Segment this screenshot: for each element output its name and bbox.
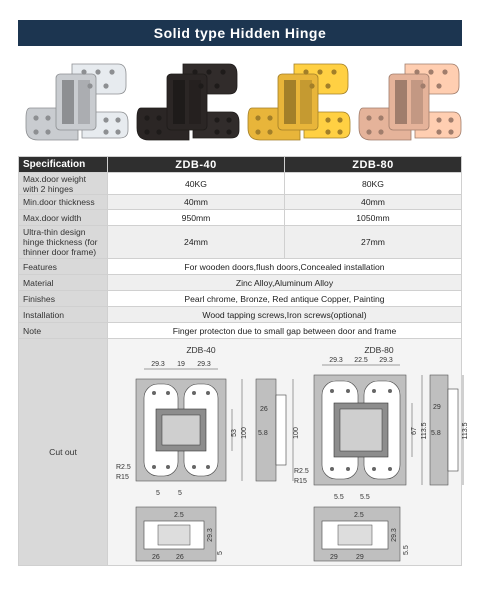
dim-label: 29.3 xyxy=(391,528,398,542)
radius-label: R2.5 xyxy=(116,464,131,471)
table-header-row xyxy=(19,157,462,173)
table-row xyxy=(19,226,462,259)
zdb40-pocket-view xyxy=(136,507,224,561)
hinge-photo-pearl-chrome xyxy=(26,64,128,140)
dim-label: 26 xyxy=(152,554,160,561)
zdb80-pocket-view xyxy=(314,507,410,561)
dim-label: 5.5 xyxy=(403,545,410,555)
model-zdb40-header: ZDB-40 xyxy=(108,157,285,173)
dim-label: 5.8 xyxy=(431,430,441,437)
hinge-product-photos xyxy=(18,56,462,148)
row-value-zdb80: 40mm xyxy=(285,195,462,210)
row-value: Zinc Alloy,Aluminum Alloy xyxy=(108,275,462,291)
row-value-zdb40: 40mm xyxy=(108,195,285,210)
row-label: Min.door thickness xyxy=(19,195,108,210)
radius-label: R15 xyxy=(294,478,307,485)
row-label: Note xyxy=(19,323,108,339)
row-value-zdb80: 80KG xyxy=(285,173,462,195)
row-label: Ultra-thin design hinge thickness (for thinner door frame) xyxy=(19,226,108,259)
table-row xyxy=(19,259,462,275)
table-row xyxy=(19,195,462,210)
drawing-title-zdb80: ZDB-80 xyxy=(364,345,394,355)
row-label: Max.door weight with 2 hinges xyxy=(19,173,108,195)
dim-label: 67 xyxy=(411,427,418,435)
row-value-zdb80: 1050mm xyxy=(285,210,462,226)
table-row xyxy=(19,307,462,323)
dim-label: 29.3 xyxy=(151,361,165,368)
hinge-photo-black xyxy=(137,64,239,140)
cutout-label-cell xyxy=(19,339,108,566)
dim-label: 5 xyxy=(178,490,182,497)
dim-label: 29 xyxy=(330,554,338,561)
row-value-zdb80: 27mm xyxy=(285,226,462,259)
dim-label: 29 xyxy=(433,404,441,411)
row-label: Finishes xyxy=(19,291,108,307)
dim-label: 100 xyxy=(241,427,248,439)
zdb80-side-view xyxy=(430,375,469,485)
dim-label: 100 xyxy=(293,427,300,439)
row-label: Max.door width xyxy=(19,210,108,226)
page-title: Solid type Hidden Hinge xyxy=(153,25,327,41)
row-value-zdb40: 24mm xyxy=(108,226,285,259)
dim-label: 113.5 xyxy=(462,422,469,440)
radius-label: R2.5 xyxy=(294,468,309,475)
dim-label: 2.5 xyxy=(354,512,364,519)
dim-label: 5 xyxy=(156,490,160,497)
dim-label: 29.3 xyxy=(329,357,343,364)
spec-header: Specification xyxy=(19,157,108,173)
row-value-zdb40: 950mm xyxy=(108,210,285,226)
table-row xyxy=(19,291,462,307)
dim-label: 29.3 xyxy=(379,357,393,364)
row-label: Features xyxy=(19,259,108,275)
row-label: Installation xyxy=(19,307,108,323)
table-row xyxy=(19,173,462,195)
zdb40-side-view xyxy=(256,379,300,481)
dim-label: 2.5 xyxy=(174,512,184,519)
dim-label: 29 xyxy=(356,554,364,561)
drawing-title-zdb40: ZDB-40 xyxy=(186,345,216,355)
model-zdb80-header: ZDB-80 xyxy=(285,157,462,173)
dim-label: 5 xyxy=(217,551,224,555)
hinge-photo-rose-copper xyxy=(359,64,461,140)
zdb40-front-view xyxy=(116,361,248,497)
zdb80-front-view xyxy=(294,357,428,501)
cutout-row xyxy=(19,339,462,566)
row-value: For wooden doors,flush doors,Concealed installation xyxy=(108,259,462,275)
dim-label: 26 xyxy=(176,554,184,561)
radius-label: R15 xyxy=(116,474,129,481)
row-value: Wood tapping screws,Iron screws(optional) xyxy=(108,307,462,323)
dim-label: 53 xyxy=(231,429,238,437)
dim-label: 113.5 xyxy=(421,422,428,440)
dim-label: 19 xyxy=(177,361,185,368)
cutout-drawings xyxy=(108,339,469,566)
table-row xyxy=(19,323,462,339)
page-title-bar xyxy=(18,20,462,46)
row-value: Pearl chrome, Bronze, Red antique Copper, Painting xyxy=(108,291,462,307)
dim-label: 5.5 xyxy=(334,494,344,501)
cutout-label: Cut out xyxy=(49,447,77,457)
hinge-photo-gold xyxy=(248,64,350,140)
dim-label: 26 xyxy=(260,406,268,413)
table-row xyxy=(19,275,462,291)
technical-drawings xyxy=(108,339,470,563)
table-row xyxy=(19,210,462,226)
row-label: Material xyxy=(19,275,108,291)
row-value-zdb40: 40KG xyxy=(108,173,285,195)
specification-table xyxy=(18,156,469,566)
dim-label: 29.3 xyxy=(207,528,214,542)
dim-label: 22.5 xyxy=(354,357,368,364)
row-value: Finger protecton due to small gap between door and frame xyxy=(108,323,462,339)
dim-label: 29.3 xyxy=(197,361,211,368)
dim-label: 5.5 xyxy=(360,494,370,501)
dim-label: 5.8 xyxy=(258,430,268,437)
